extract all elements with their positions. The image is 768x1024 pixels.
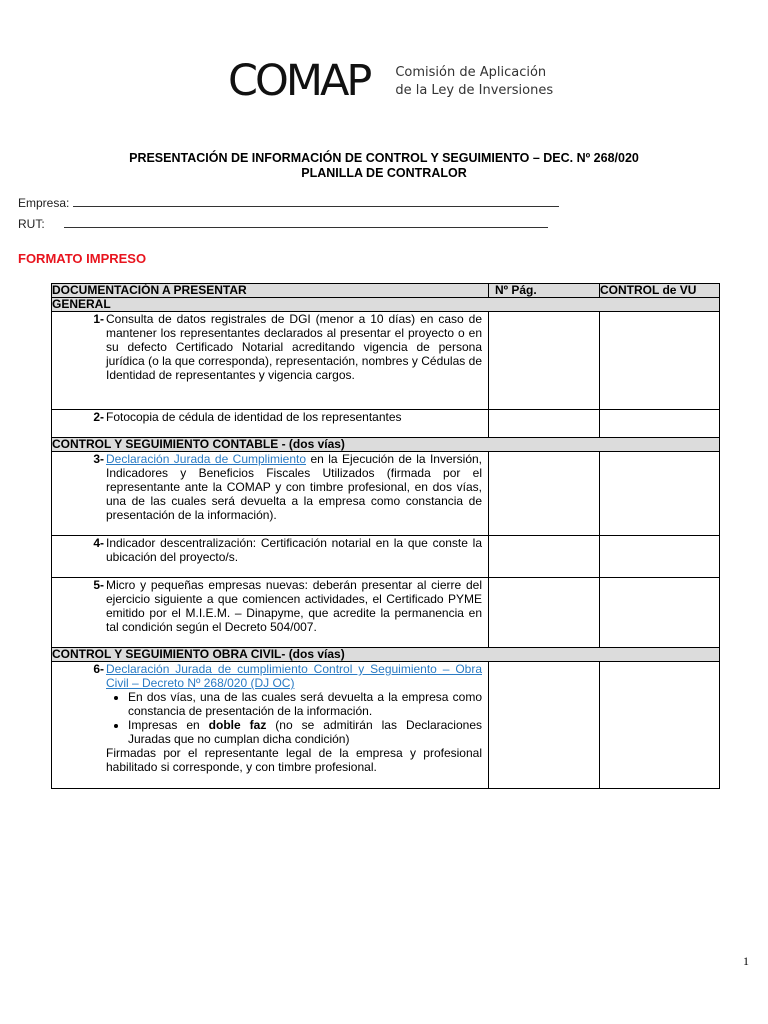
empresa-blank-line	[73, 196, 559, 207]
item-number: 6-	[93, 662, 104, 676]
item-number: 3-	[93, 452, 104, 466]
table-row	[52, 578, 720, 648]
page-number: 1	[743, 954, 749, 968]
item-footer-text: Firmadas por el representante legal de la empresa y profesional habilitado si corresponde, y con timbre profesional.	[106, 746, 482, 774]
item-text: Micro y pequeñas empresas nuevas: deberán presentar al cierre del ejercicio siguiente a que comiencen actividades, el Certificado PYME emitido por el M.I.E.M. – Dinapyme, que acredite la permanencia en tal condición según el Decreto 504/007.	[106, 578, 482, 634]
table-row	[52, 452, 720, 536]
empresa-label: Empresa:	[18, 196, 70, 210]
control-cell[interactable]	[600, 312, 720, 410]
doc-cell	[52, 662, 489, 789]
declaracion-jurada-cumplimiento-link[interactable]: Declaración Jurada de Cumplimiento	[106, 452, 307, 466]
item-text	[104, 662, 488, 774]
item-number: 4-	[93, 536, 104, 550]
control-cell[interactable]	[600, 410, 720, 438]
page-cell[interactable]	[489, 312, 600, 410]
comap-logo	[228, 56, 554, 106]
document-subtitle: PLANILLA DE CONTRALOR	[301, 166, 467, 180]
section-row-obra-civil	[52, 648, 720, 662]
control-cell[interactable]	[600, 536, 720, 578]
item-text: Declaración Jurada de Cumplimiento en la Ejecución de la Inversión, Indicadores y Beneficios Fiscales Utilizados (firmada por el representante ante la COMAP y con timbre profesional, en dos vías, una de las cuales será devuelta a la empresa como constancia de presentación de la información).	[106, 452, 482, 522]
logo-tagline-line-2: de la Ley de Inversiones	[395, 82, 554, 98]
section-label-general: GENERAL	[52, 298, 720, 312]
declaracion-jurada-obra-civil-link[interactable]: Declaración Jurada de cumplimiento Control y Seguimiento – Obra Civil – Decreto Nº 268/020 (DJ OC)	[106, 662, 482, 690]
document-title: PRESENTACIÓN DE INFORMACIÓN DE CONTROL Y SEGUIMIENTO – DEC. Nº 268/020	[129, 151, 639, 165]
documentation-table	[51, 283, 720, 789]
logo-tagline-line-1: Comisión de Aplicación	[395, 64, 547, 80]
item-number: 5-	[93, 578, 104, 592]
section-row-general	[52, 298, 720, 312]
table-row	[52, 536, 720, 578]
format-heading: FORMATO IMPRESO	[18, 251, 147, 266]
doc-cell	[52, 410, 489, 438]
item-bullet-list	[106, 690, 482, 746]
item-text: Consulta de datos registrales de DGI (menor a 10 días) en caso de mantener los representantes declarados al presentar el proyecto o en su defecto Certificado Notarial acreditando vigencia de persona jurídica (o la que corresponda), representación, nombres y Cédulas de Identidad de representantes y vigencia cargos.	[106, 312, 482, 382]
rut-blank-line	[64, 217, 548, 228]
doc-cell	[52, 536, 489, 578]
page-cell[interactable]	[489, 410, 600, 438]
col-header-pagina: Nº Pág.	[489, 284, 600, 298]
item-number: 2-	[93, 410, 104, 424]
section-row-contable	[52, 438, 720, 452]
doc-cell	[52, 452, 489, 536]
control-cell[interactable]	[600, 662, 720, 789]
empresa-field	[18, 196, 559, 210]
section-label-contable: CONTROL Y SEGUIMIENTO CONTABLE - (dos vías)	[52, 438, 720, 452]
page-cell[interactable]	[489, 536, 600, 578]
table-row	[52, 662, 720, 789]
table-header-row	[52, 284, 720, 298]
page-cell[interactable]	[489, 452, 600, 536]
logo-wordmark: COMAP	[228, 56, 370, 106]
table-row	[52, 312, 720, 410]
page-cell[interactable]	[489, 578, 600, 648]
item-number: 1-	[93, 312, 104, 326]
item-text: Indicador descentralización: Certificación notarial en la que conste la ubicación del proyecto/s.	[106, 536, 482, 564]
col-header-control: CONTROL de VU	[600, 284, 720, 298]
doc-cell	[52, 312, 489, 410]
rut-field	[18, 217, 548, 231]
col-header-documentacion: DOCUMENTACIÓN A PRESENTAR	[52, 284, 489, 298]
rut-label: RUT:	[18, 217, 45, 231]
section-label-obra-civil: CONTROL Y SEGUIMIENTO OBRA CIVIL- (dos vías)	[52, 648, 720, 662]
logo-tagline	[395, 64, 553, 100]
doc-cell	[52, 578, 489, 648]
table-row	[52, 410, 720, 438]
bullet-dos-vias: • En dos vías, una de las cuales será devuelta a la empresa como constancia de presentación de la información.	[128, 690, 482, 718]
item-text: Fotocopia de cédula de identidad de los representantes	[106, 410, 402, 424]
control-cell[interactable]	[600, 578, 720, 648]
page-cell[interactable]	[489, 662, 600, 789]
bullet-doble-faz: • Impresas en doble faz (no se admitirán las Declaraciones Juradas que no cumplan dicha condición)	[128, 718, 482, 746]
control-cell[interactable]	[600, 452, 720, 536]
